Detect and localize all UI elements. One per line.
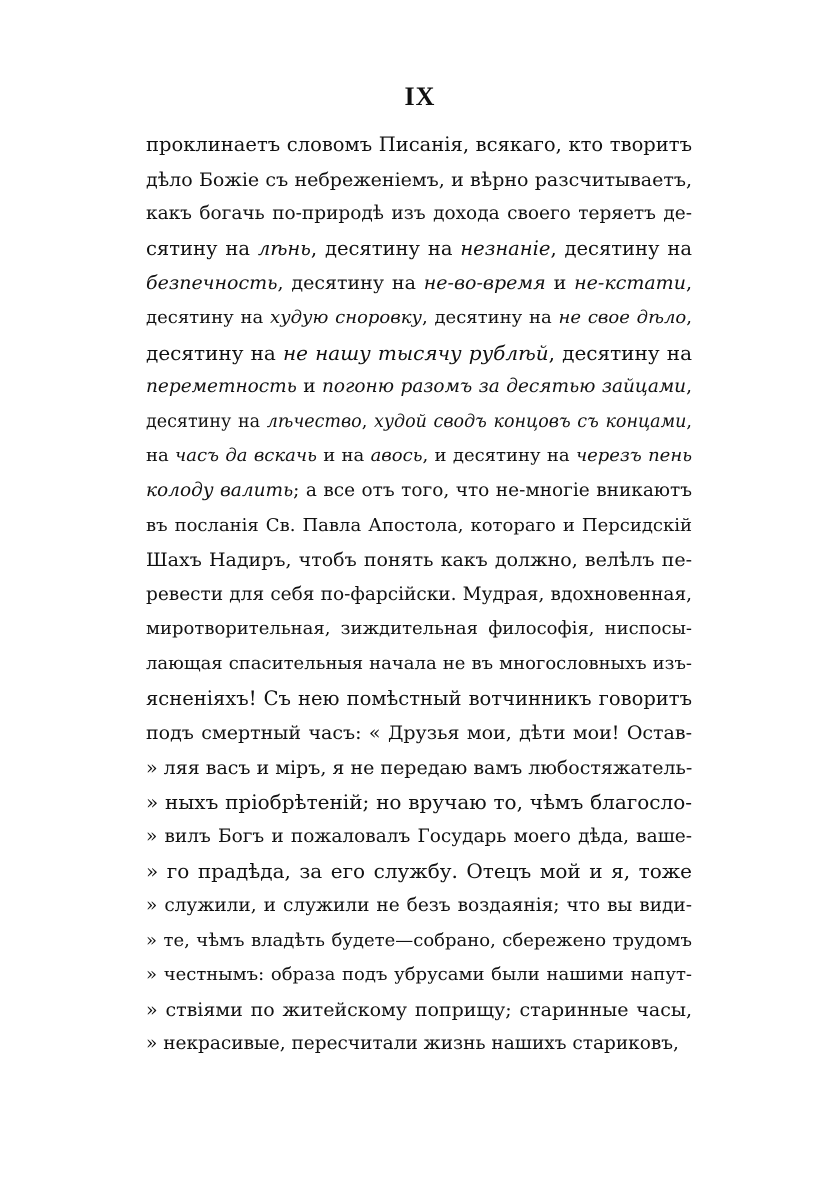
text-segment: » те, чѣмъ владѣть будете—собрано, сбережено трудомъ xyxy=(146,929,692,951)
text-line xyxy=(146,924,692,959)
text-segment: , десятину на xyxy=(277,272,424,295)
text-line xyxy=(146,716,692,751)
italic-phrase: не-во-время xyxy=(423,272,546,295)
text-line xyxy=(146,336,692,371)
text-line xyxy=(146,785,692,820)
text-segment: , десятину на xyxy=(421,306,559,328)
text-segment: и на xyxy=(316,445,371,467)
text-segment: » честнымъ: образа подъ убрусами были нашими напут- xyxy=(146,964,692,986)
italic-phrase: худую сноровку xyxy=(270,306,422,328)
text-segment: миротворительная, зиждительная философія, ниспосы- xyxy=(146,618,692,640)
text-segment: и xyxy=(545,272,575,295)
text-segment: десятину на xyxy=(146,306,271,328)
text-line xyxy=(146,301,692,336)
text-line xyxy=(146,854,692,889)
italic-phrase: безпечность xyxy=(146,272,278,295)
text-line xyxy=(146,889,692,924)
text-segment: , xyxy=(361,411,374,432)
italic-phrase: худой сводъ концовъ съ концами xyxy=(373,411,687,432)
text-line xyxy=(146,439,692,474)
text-segment: дѣло Божіе съ небреженіемъ, и вѣрно разсчитываетъ, xyxy=(146,168,692,191)
italic-phrase: не свое дѣло xyxy=(558,306,687,328)
text-line xyxy=(146,578,692,613)
text-segment: подъ смертный часъ: « Друзья мои, дѣти мои! Остав- xyxy=(146,722,692,745)
body-text xyxy=(146,128,692,1062)
text-segment: » некрасивые, пересчитали жизнь нашихъ стариковъ, xyxy=(146,1033,679,1055)
text-segment: сятину на xyxy=(146,236,258,260)
page-number: IX xyxy=(404,82,436,111)
italic-phrase: часъ да вскачь xyxy=(175,445,317,467)
text-line xyxy=(146,647,692,682)
text-segment: , xyxy=(686,306,692,328)
text-line xyxy=(146,751,692,786)
text-segment: » го прадѣда, за его службу. Отецъ мой и я, тоже xyxy=(146,859,692,884)
text-line xyxy=(146,370,692,405)
text-line xyxy=(146,163,692,198)
text-segment: » ляя васъ и міръ, я не передаю вамъ любостяжатель- xyxy=(146,756,693,779)
italic-phrase: колоду валить xyxy=(146,479,294,501)
text-segment: ; а все отъ того, что не-многіе вникаютъ xyxy=(293,479,692,501)
text-segment: , десятину на xyxy=(550,236,692,260)
text-line xyxy=(146,1027,692,1062)
text-line xyxy=(146,682,692,717)
text-line xyxy=(146,474,692,509)
italic-phrase: черезъ пень xyxy=(575,445,692,467)
text-line xyxy=(146,266,692,301)
text-segment: и xyxy=(296,376,323,398)
text-line xyxy=(146,958,692,993)
text-segment: на xyxy=(146,445,176,467)
text-line xyxy=(146,993,692,1028)
text-segment: , десятину на xyxy=(548,340,692,365)
text-line xyxy=(146,405,692,440)
text-segment: » ныхъ пріобрѣтеній; но вручаю то, чѣмъ благосло- xyxy=(146,790,692,815)
text-segment: лающая спасительныя начала не въ многословныхъ изъ- xyxy=(146,652,692,674)
text-segment: , десятину на xyxy=(310,236,461,260)
text-line xyxy=(146,820,692,855)
text-line xyxy=(146,509,692,544)
text-line xyxy=(146,543,692,578)
italic-phrase: не-кстати xyxy=(574,272,686,295)
text-segment: ревести для себя по-фарсійски. Мудрая, вдохновенная, xyxy=(146,583,692,605)
text-line xyxy=(146,232,692,267)
text-segment: » служили, и служили не безъ воздаянія; что вы види- xyxy=(146,895,692,917)
text-segment: , xyxy=(685,272,692,295)
italic-phrase: не нашу тысячу рублѣй xyxy=(282,340,549,365)
text-segment: въ посланія Св. Павла Апостола, котораго и Персидскій xyxy=(146,514,692,536)
italic-phrase: незнаніе xyxy=(460,236,551,260)
text-segment: какъ богачь по-природѣ изъ дохода своего теряетъ де- xyxy=(146,203,692,225)
text-segment: , xyxy=(686,411,692,432)
text-segment: проклинаетъ словомъ Писанія, всякаго, кто творитъ xyxy=(146,133,692,156)
italic-phrase: лѣчество xyxy=(266,411,362,432)
text-line xyxy=(146,197,692,232)
text-segment: десятину на xyxy=(146,340,283,365)
text-line xyxy=(146,128,692,163)
text-segment: десятину на xyxy=(146,411,267,432)
text-segment: Шахъ Надиръ, чтобъ понять какъ должно, велѣлъ пе- xyxy=(146,549,692,572)
text-segment: » вилъ Богъ и пожаловалъ Государь моего дѣда, ваше- xyxy=(146,825,692,847)
text-segment: , xyxy=(686,376,692,398)
text-segment: ясненіяхъ! Съ нею помѣстный вотчинникъ говоритъ xyxy=(146,686,692,710)
italic-phrase: погоню разомъ за десятью зайцами xyxy=(322,376,687,398)
text-segment: , и десятину на xyxy=(422,445,576,467)
italic-phrase: авось xyxy=(370,445,423,467)
text-line xyxy=(146,612,692,647)
italic-phrase: переметность xyxy=(146,376,297,398)
italic-phrase: лѣнь xyxy=(257,236,311,260)
text-segment: » ствіями по житейскому поприщу; старинные часы, xyxy=(146,998,692,1021)
